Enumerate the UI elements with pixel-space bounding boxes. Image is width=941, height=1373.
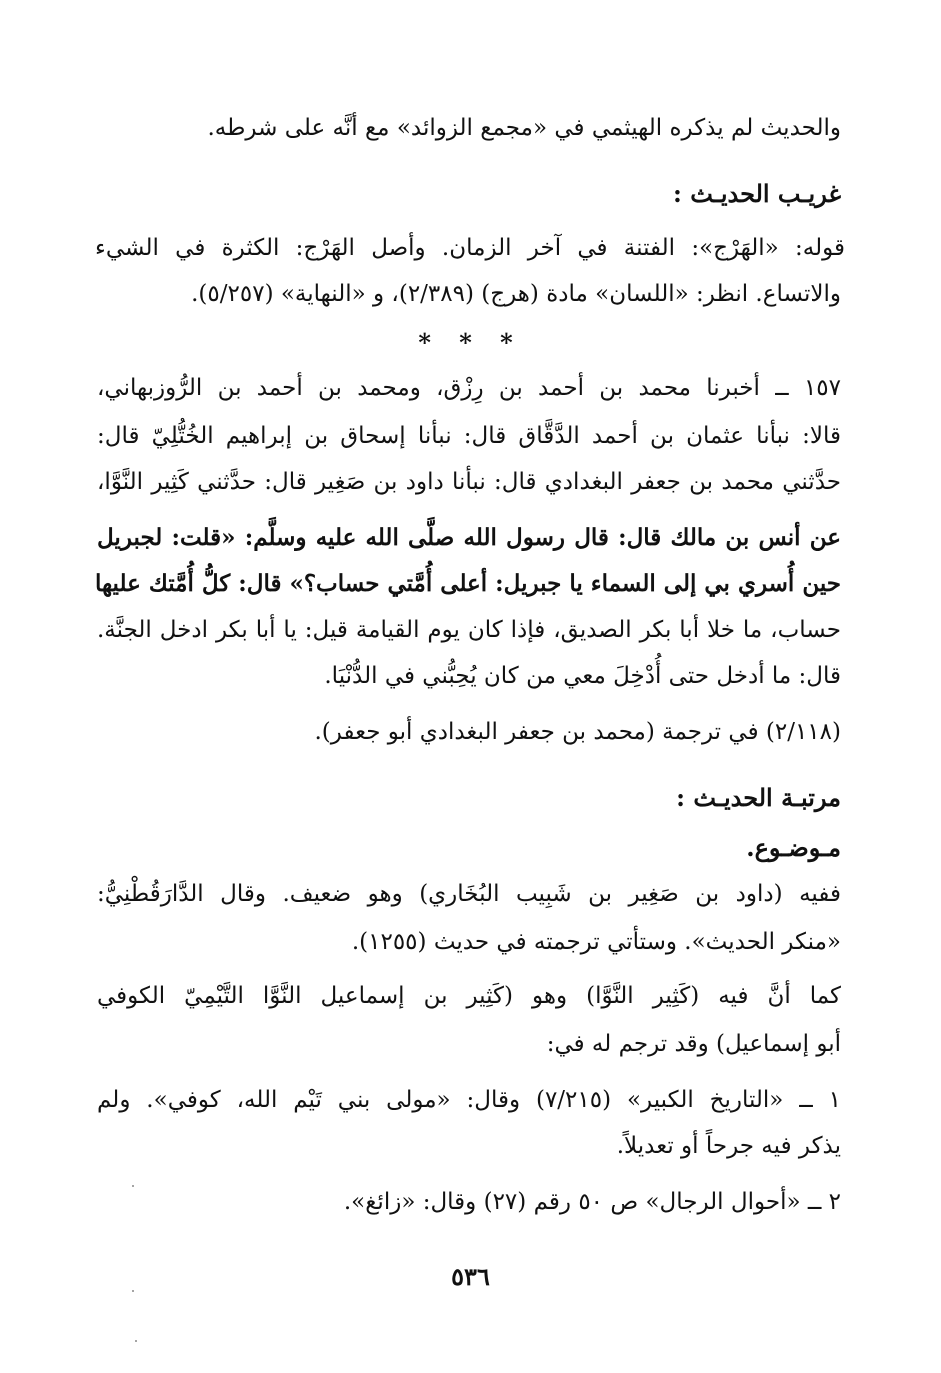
rutba-line-1: ففيه (داود بن صَغِير بن شَبِيب البُخَاري) وهو ضعيف. وقال الدَّارَقُطْنِيُّ: <box>97 881 841 907</box>
hadith-line-1: ١٥٧ ــ أخبرنا محمد بن أحمد بن رِزْق، ومحمد بن أحمد بن الرُّوزبهاني، <box>97 375 841 401</box>
gharib-heading: غريـب الحديـث : <box>673 179 841 208</box>
section-separator: * * * <box>418 328 523 357</box>
hadith-line-5: حين أُسري بي إلى السماء يا جبريل: أعلى أُمَّتي حساب؟» قال: كلُّ أُمَّتك عليها <box>94 570 841 597</box>
hadith-line-6: حساب، ما خلا أبا بكر الصديق، فإذا كان يوم القيامة قيل: يا أبا بكر ادخل الجنَّة. <box>97 617 841 643</box>
rutba-heading: مرتبـة الحديـث : <box>676 783 841 812</box>
scan-speck <box>132 1185 134 1187</box>
intro-line: والحديث لم يذكره الهيثمي في «مجمع الزوائد» مع أنَّه على شرطه. <box>207 115 841 141</box>
rutba-line-4: أبو إسماعيل) وقد ترجم له في: <box>546 1031 841 1057</box>
list-item-1-line-1: ١ ــ «التاريخ الكبير» (٧/٢١٥) وقال: «مولى بني تَيْم الله، كوفي». ولم <box>97 1087 841 1113</box>
rutba-line-2: «منكر الحديث». وستأتي ترجمته في حديث (١٢٥٥). <box>351 929 841 955</box>
gharib-line-1: قوله: «الهَرْج»: الفتنة في آخر الزمان. وأصل الهَرْج: الكثرة في الشيء <box>95 235 845 261</box>
gharib-line-2: والاتساع. انظر: «اللسان» مادة (هرج) (٢/٣٨٩)، و «النهاية» (٥/٢٥٧). <box>191 281 841 307</box>
page-number: ٥٣٦ <box>451 1262 490 1291</box>
source-reference: (٢/١١٨) في ترجمة (محمد بن جعفر البغدادي أبو جعفر). <box>314 719 841 745</box>
hadith-line-3: حدَّثني محمد بن جعفر البغدادي قال: نبأنا داود بن صَغِير قال: حدَّثني كَثِير النَّوَّا، <box>97 469 841 495</box>
hadith-line-7: قال: ما أدخل حتى أُدْخِلَ معي من كان يُحِبُّني في الدُّنْيَا. <box>324 663 841 689</box>
scan-speck <box>132 1290 134 1292</box>
scan-speck <box>135 1340 137 1342</box>
rutba-line-3: كما أنَّ فيه (كَثِير النَّوَّا) وهو (كَثِير بن إسماعيل النَّوَّا التَّيْمِيّ الكوفي <box>97 983 841 1009</box>
hadith-line-4: عن أنس بن مالك قال: قال رسول الله صلَّى الله عليه وسلَّم: «قلت: لجبريل <box>97 524 841 551</box>
hadith-line-2: قالا: نبأنا عثمان بن أحمد الدَّقَّاق قال: نبأنا إسحاق بن إبراهيم الخُتُّلِيّ قال: <box>97 423 841 449</box>
list-item-1-line-2: يذكر فيه جرحاً أو تعديلاً. <box>616 1133 841 1159</box>
list-item-2: ٢ ــ «أحوال الرجال» ص ٥٠ رقم (٢٧) وقال: «زائغ». <box>343 1189 841 1215</box>
rutba-verdict: مـوضـوع. <box>746 833 841 862</box>
